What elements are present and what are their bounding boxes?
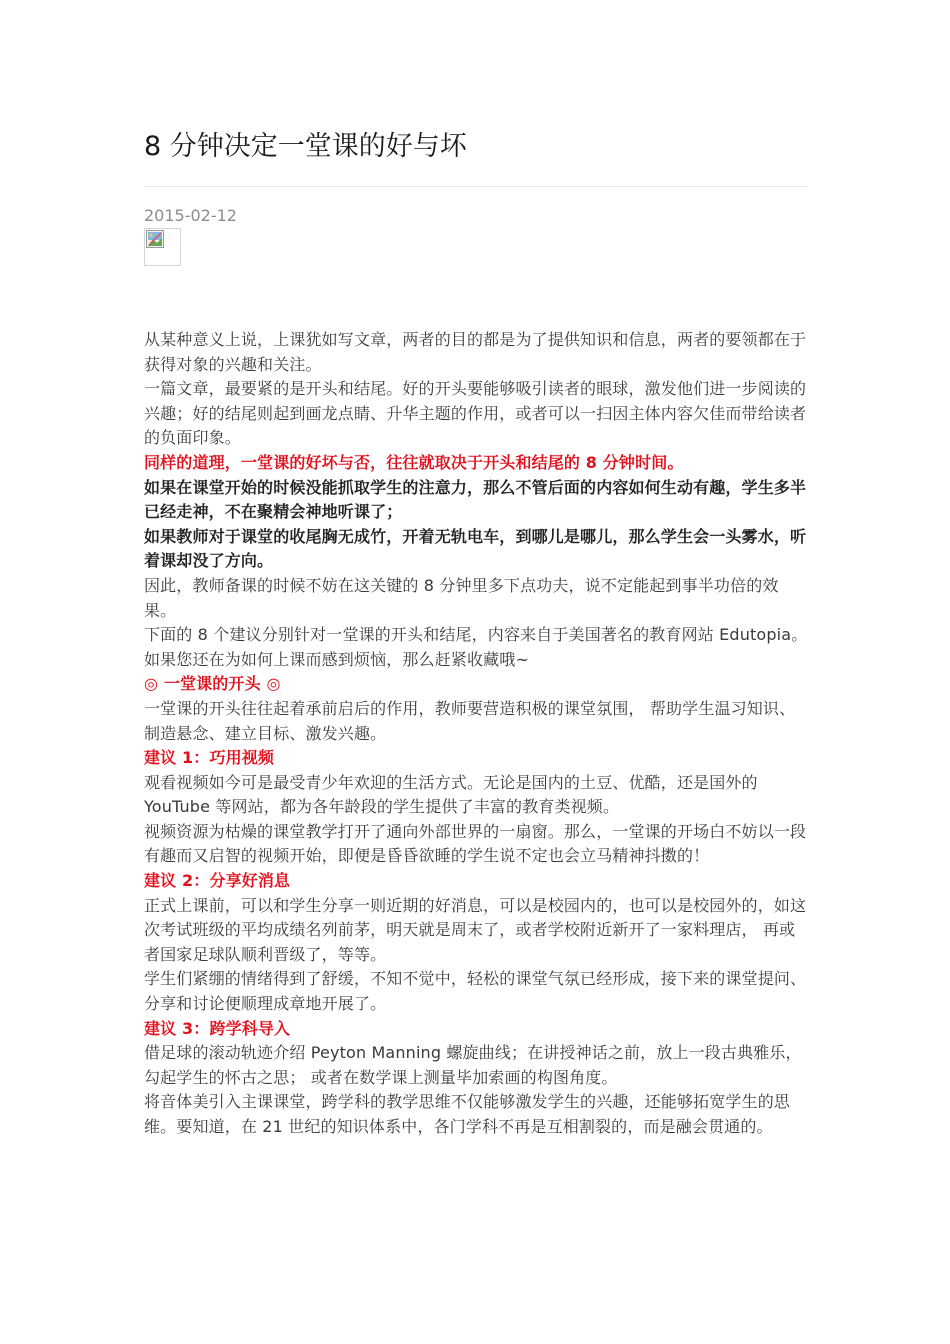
suggestion-heading: 建议 3：跨学科导入 (144, 1018, 291, 1038)
suggestion-heading: 建议 2：分享好消息 (144, 871, 291, 891)
article-title: 8 分钟决定一堂课的好与坏 (144, 131, 467, 162)
highlight-paragraph: 同样的道理，一堂课的好坏与否，往往就取决于开头和结尾的 8 分钟时间。 (144, 452, 684, 472)
title-divider (144, 186, 808, 187)
article-body (144, 328, 808, 1140)
paragraph: 借足球的滚动轨迹介绍 Peyton Manning 螺旋曲线；在讲授神话之前，放上一段古典雅乐，勾起学生的怀古之思； 或者在数学课上测量毕加索画的构图角度。 (144, 1043, 802, 1087)
section-heading: ◎ 一堂课的开头 ◎ (144, 674, 281, 694)
paragraph: 将音体美引入主课课堂，跨学科的教学思维不仅能够激发学生的兴趣，还能够拓宽学生的思维。要知道，在 21 世纪的知识体系中，各门学科不再是互相割裂的，而是融会贯通的。 (144, 1092, 791, 1136)
paragraph: 视频资源为枯燥的课堂教学打开了通向外部世界的一扇窗。那么，一堂课的开场白不妨以一段有趣而又启智的视频开始，即便是昏昏欲睡的学生说不定也会立马精神抖擞的！ (144, 821, 807, 866)
paragraph: 下面的 8 个建议分别针对一堂课的开头和结尾，内容来自于美国著名的教育网站 Edutopia。如果您还在为如何上课而感到烦恼，那么赶紧收藏哦~ (144, 625, 808, 669)
paragraph: 学生们紧绷的情绪得到了舒缓，不知不觉中，轻松的课堂气氛已经形成，接下来的课堂提问、分享和讨论便顺理成章地开展了。 (144, 969, 807, 1014)
paragraph: 因此，教师备课的时候不妨在这关键的 8 分钟里多下点功夫，说不定能起到事半功倍的效果。 (144, 575, 779, 620)
broken-image-icon (146, 230, 164, 248)
paragraph: 观看视频如今可是最受青少年欢迎的生活方式。无论是国内的土豆、优酷，还是国外的 YouTube 等网站，都为各年龄段的学生提供了丰富的教育类视频。 (144, 772, 758, 817)
paragraph: 正式上课前，可以和学生分享一则近期的好消息，可以是校园内的，也可以是校园外的，如这次考试班级的平均成绩名列前茅，明天就是周末了，或者学校附近新开了一家料理店， 再或者国家足球队顺利晋级了，等等。 (144, 895, 807, 964)
publish-date: 2015-02-12 (144, 206, 237, 225)
paragraph: 从某种意义上说，上课犹如写文章，两者的目的都是为了提供知识和信息，两者的要领都在于获得对象的兴趣和关注。 (144, 330, 807, 374)
suggestion-heading: 建议 1：巧用视频 (144, 748, 275, 768)
bold-paragraph: 如果在课堂开始的时候没能抓取学生的注意力，那么不管后面的内容如何生动有趣，学生多半已经走神，不在聚精会神地听课了； (144, 477, 807, 522)
article-image-placeholder (144, 228, 181, 266)
bold-paragraph: 如果教师对于课堂的收尾胸无成竹，开着无轨电车，到哪儿是哪儿，那么学生会一头雾水，听着课却没了方向。 (144, 526, 807, 571)
paragraph: 一篇文章，最要紧的是开头和结尾。好的开头要能够吸引读者的眼球，激发他们进一步阅读的兴趣；好的结尾则起到画龙点睛、升华主题的作用，或者可以一扫因主体内容欠佳而带给读者的负面印象。 (144, 379, 807, 448)
paragraph: 一堂课的开头往往起着承前启后的作用，教师要营造积极的课堂氛围， 帮助学生温习知识、制造悬念、建立目标、激发兴趣。 (144, 698, 796, 743)
